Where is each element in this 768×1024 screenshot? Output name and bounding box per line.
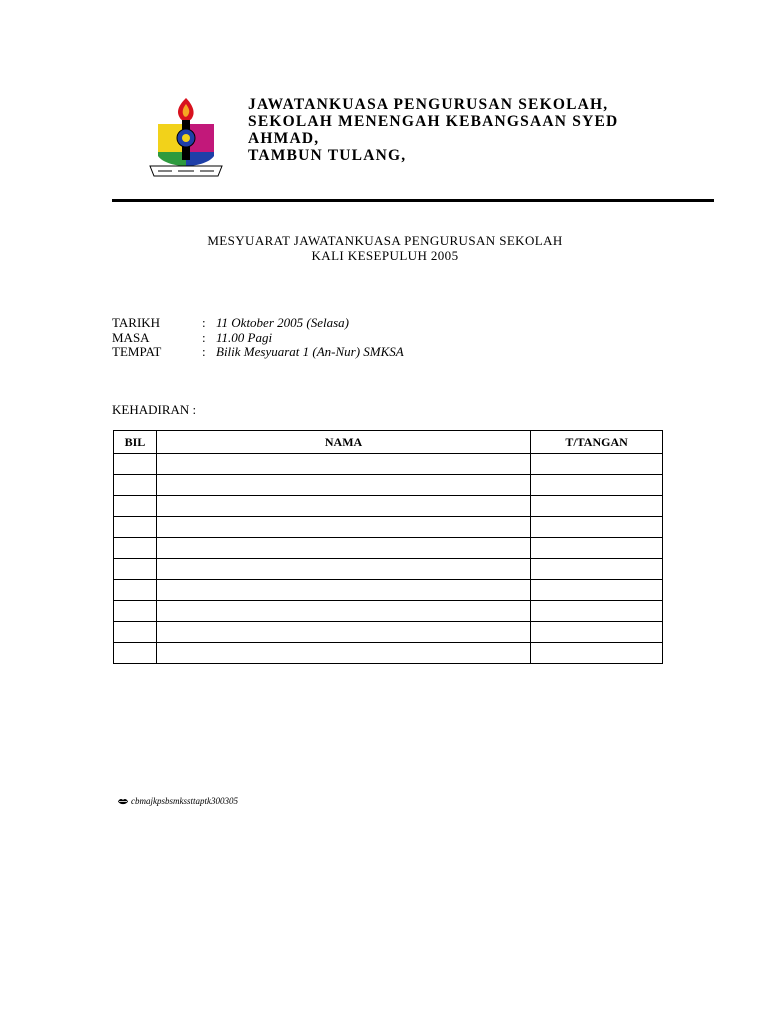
document-footer xyxy=(118,796,238,806)
bil-cell xyxy=(114,454,157,475)
bil-cell xyxy=(114,643,157,664)
signature-cell xyxy=(531,475,663,496)
nama-cell xyxy=(156,538,530,559)
table-row xyxy=(114,538,663,559)
meeting-title-line-2: KALI KESEPULUH 2005 xyxy=(311,248,459,263)
column-header-signature: T/TANGAN xyxy=(531,431,663,454)
header-divider xyxy=(112,199,714,202)
table-row xyxy=(114,643,663,664)
table-row xyxy=(114,601,663,622)
letterhead-line-4: TAMBUN TULANG, xyxy=(248,147,407,164)
bil-cell xyxy=(114,601,157,622)
meeting-detail-venue xyxy=(112,345,404,360)
nama-cell xyxy=(156,643,530,664)
meeting-title-line-1: MESYUARAT JAWATANKUASA PENGURUSAN SEKOLAH xyxy=(207,233,563,248)
letterhead-line-3: AHMAD, xyxy=(248,130,320,147)
table-row xyxy=(114,580,663,601)
signature-cell xyxy=(531,580,663,601)
bil-cell xyxy=(114,517,157,538)
signature-cell xyxy=(531,517,663,538)
school-crest-logo xyxy=(148,96,224,180)
detail-value: 11 Oktober 2005 (Selasa) xyxy=(216,315,349,330)
signature-cell xyxy=(531,538,663,559)
signature-cell xyxy=(531,454,663,475)
nama-cell xyxy=(156,475,530,496)
bil-cell xyxy=(114,622,157,643)
column-header-bil: BIL xyxy=(114,431,157,454)
document-reference-code: cbmajkpsbsmkssttaptk300305 xyxy=(131,796,238,806)
meeting-detail-time xyxy=(112,331,404,346)
lips-icon xyxy=(118,798,128,805)
signature-cell xyxy=(531,559,663,580)
attendance-header-row xyxy=(114,431,663,454)
letterhead xyxy=(248,96,718,164)
column-header-nama: NAMA xyxy=(156,431,530,454)
detail-colon: : xyxy=(202,329,206,345)
attendance-table xyxy=(113,430,663,664)
nama-cell xyxy=(156,580,530,601)
detail-label: TARIKH xyxy=(112,315,161,330)
signature-cell xyxy=(531,622,663,643)
table-row xyxy=(114,475,663,496)
meeting-title xyxy=(112,233,658,263)
nama-cell xyxy=(156,496,530,517)
letterhead-line-2: SEKOLAH MENENGAH KEBANGSAAN SYED xyxy=(248,113,619,130)
meeting-details xyxy=(112,316,404,360)
signature-cell xyxy=(531,643,663,664)
nama-cell xyxy=(156,622,530,643)
meeting-detail-date xyxy=(112,316,404,331)
detail-value: 11.00 Pagi xyxy=(216,329,273,345)
nama-cell xyxy=(156,559,530,580)
bil-cell xyxy=(114,559,157,580)
detail-label: TEMPAT xyxy=(112,344,162,359)
table-row xyxy=(114,454,663,475)
nama-cell xyxy=(156,454,530,475)
table-row xyxy=(114,517,663,538)
attendance-heading: KEHADIRAN : xyxy=(112,402,197,417)
table-row xyxy=(114,622,663,643)
table-row xyxy=(114,559,663,580)
bil-cell xyxy=(114,538,157,559)
table-row xyxy=(114,496,663,517)
detail-colon: : xyxy=(202,315,206,330)
nama-cell xyxy=(156,601,530,622)
detail-label: MASA xyxy=(112,329,150,345)
bil-cell xyxy=(114,475,157,496)
detail-value: Bilik Mesyuarat 1 (An-Nur) SMKSA xyxy=(216,344,404,359)
letterhead-line-1: JAWATANKUASA PENGURUSAN SEKOLAH, xyxy=(248,96,609,113)
attendance-rows xyxy=(114,454,663,664)
bil-cell xyxy=(114,496,157,517)
signature-cell xyxy=(531,496,663,517)
detail-colon: : xyxy=(202,344,206,359)
signature-cell xyxy=(531,601,663,622)
bil-cell xyxy=(114,580,157,601)
nama-cell xyxy=(156,517,530,538)
